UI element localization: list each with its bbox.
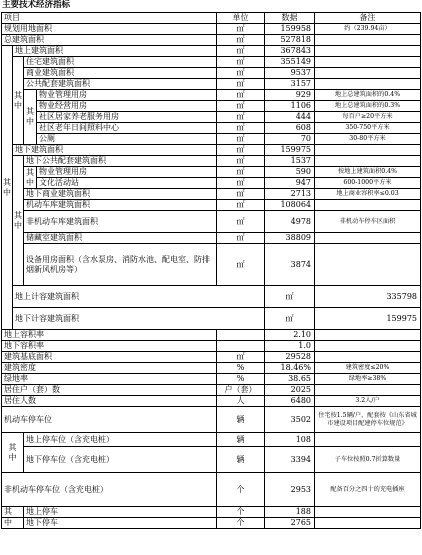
group-label-bike-bottom: 中 — [2, 518, 24, 529]
r5-label-cell: 商业建筑面积 — [24, 68, 217, 79]
r35-label-cell: 地下停车 — [24, 518, 217, 529]
r35-value-cell: 2765 — [265, 518, 315, 529]
r28-label-cell: 居住户（套）数 — [2, 385, 217, 396]
r34-unit-cell: 个 — [217, 507, 265, 518]
page-title: 主要技术经济指标 — [2, 0, 71, 10]
r18-unit-cell: ㎡ — [217, 211, 265, 233]
table-row — [2, 79, 421, 90]
r31-label-cell: 地上停车位（含充电桩） — [24, 433, 217, 447]
r30-value-cell: 3502 — [265, 407, 315, 433]
r18-label-cell: 非机动车库建筑面积 — [24, 211, 217, 233]
table-row — [2, 123, 421, 134]
r18-note-cell: 非机动车停车区面积 — [315, 211, 421, 233]
r30-note-cell: 住宅按1.5辆/户，配套按《山东省城市建设项目配建停车位规范》 — [315, 407, 421, 433]
r26-unit-cell: % — [217, 363, 265, 374]
table-row — [2, 189, 421, 200]
r17-label-cell: 机动车库建筑面积 — [24, 200, 217, 211]
table-row — [2, 286, 421, 308]
r5-unit-cell: ㎡ — [217, 68, 265, 79]
r14-value-cell: 590 — [265, 167, 315, 178]
r6-unit-cell: ㎡ — [217, 79, 265, 90]
table-row — [2, 385, 421, 396]
r25-value-cell: 29528 — [265, 352, 315, 363]
table-row — [2, 341, 421, 352]
r24-label-cell: 地下容积率 — [2, 341, 217, 352]
r26-label-cell: 建筑密度 — [2, 363, 217, 374]
r6-value-cell: 3157 — [265, 79, 315, 90]
group-label-public: 其 中 — [24, 90, 37, 145]
r12-value-cell: 159975 — [265, 145, 315, 156]
r3-value-cell: 367843 — [265, 46, 315, 57]
group-label-under-public: 其 中 — [24, 167, 37, 189]
table-row — [2, 473, 421, 507]
table-row — [2, 507, 421, 518]
table-row — [2, 24, 421, 35]
r10-label-cell: 社区老年日间照料中心 — [37, 123, 217, 134]
r28-unit-cell: 户（套） — [217, 385, 265, 396]
table-row — [2, 178, 421, 189]
r13-value-cell: 1537 — [265, 156, 315, 167]
r10-unit-cell: ㎡ — [217, 123, 265, 134]
table-row — [2, 447, 421, 473]
r2-value-cell: 527818 — [265, 35, 315, 46]
r19-label-cell: 储藏室建筑面积 — [24, 233, 217, 244]
table-row — [2, 244, 421, 286]
table-row — [2, 396, 421, 407]
r7-unit-cell: ㎡ — [217, 90, 265, 101]
table-row — [2, 145, 421, 156]
group-label-below: 其 中 — [13, 156, 24, 286]
r4-unit-cell: ㎡ — [217, 57, 265, 68]
r7-value-cell: 929 — [265, 90, 315, 101]
r4-label-cell: 住宅建筑面积 — [24, 57, 217, 68]
r1-note-cell: 约（239.94亩） — [315, 24, 421, 35]
table-row — [2, 46, 421, 57]
indicator-table — [1, 12, 421, 529]
r29-value-cell: 6480 — [265, 396, 315, 407]
r26-note-cell: 建筑密度≤20% — [315, 363, 421, 374]
r34-label-cell: 地上停车 — [24, 507, 217, 518]
r3-unit-cell: ㎡ — [217, 46, 265, 57]
r7-note-cell: 地上总建筑面积的0.4% — [315, 90, 421, 101]
table-row — [2, 352, 421, 363]
r33-unit-cell: 个 — [217, 473, 265, 507]
r19-value-cell: 38809 — [265, 233, 315, 244]
r15-unit-cell: ㎡ — [217, 178, 265, 189]
r31-unit-cell: 辆 — [217, 433, 265, 447]
r6-label-cell: 公共配套建筑面积 — [24, 79, 217, 90]
r2-unit-cell: ㎡ — [217, 35, 265, 46]
r16-unit-cell: ㎡ — [217, 189, 265, 200]
r8-unit-cell: ㎡ — [217, 101, 265, 112]
r19-unit-cell: ㎡ — [217, 233, 265, 244]
r1-value-cell: 159958 — [265, 24, 315, 35]
r25-unit-cell: ㎡ — [217, 352, 265, 363]
header-note: 备注 — [315, 13, 421, 24]
r18-value-cell: 4978 — [265, 211, 315, 233]
r34-value-cell: 188 — [265, 507, 315, 518]
r11-note-cell: 30-80平方米 — [315, 134, 421, 145]
r32-unit-cell: 辆 — [217, 447, 265, 473]
table-row — [2, 156, 421, 167]
r24-note-cell — [315, 341, 421, 352]
r14-label-cell: 物业管理用房 — [37, 167, 217, 178]
r13-note-cell — [315, 156, 421, 167]
r19-note-cell — [315, 233, 421, 244]
r3-label-cell: 地上建筑面积 — [13, 46, 217, 57]
r23-note-cell — [315, 330, 421, 341]
r17-unit-cell: ㎡ — [217, 200, 265, 211]
r20-unit-cell: ㎡ — [217, 244, 265, 286]
r8-label-cell: 物业经营用房 — [37, 101, 217, 112]
r30-label-cell: 机动车停车位 — [2, 407, 217, 433]
r1-label-cell: 规划用地面积 — [2, 24, 217, 35]
table-row — [2, 308, 421, 330]
header-item: 项目 — [2, 13, 217, 24]
r27-unit-cell: % — [217, 374, 265, 385]
r20-label-cell: 设备用房面积（含水泵房、消防水池、配电室、防排烟新风机房等） — [24, 244, 217, 286]
table-row — [2, 112, 421, 123]
r31-note-cell — [315, 433, 421, 447]
r14-unit-cell: ㎡ — [217, 167, 265, 178]
table-row — [2, 90, 421, 101]
group-label-bike-top: 其 — [2, 507, 24, 518]
r35-note-cell — [315, 518, 421, 529]
r13-label-cell: 地下公共配套建筑面积 — [24, 156, 217, 167]
r15-note-cell: 600-1000平方米 — [315, 178, 421, 189]
r24-value-cell: 1.0 — [265, 341, 315, 352]
r14-note-cell: 按地上建筑面积0.4% — [315, 167, 421, 178]
r10-value-cell: 608 — [265, 123, 315, 134]
r11-value-cell: 70 — [265, 134, 315, 145]
r7-label-cell: 物业管理用房 — [37, 90, 217, 101]
table-row — [2, 200, 421, 211]
r22-label-cell: 地下计容建筑面积 — [13, 308, 265, 330]
r29-note-cell: 3.2人/户 — [315, 396, 421, 407]
r28-note-cell — [315, 385, 421, 396]
r8-note-cell: 地上总建筑面积的0.3% — [315, 101, 421, 112]
r15-label-cell: 文化活动站 — [37, 178, 217, 189]
r17-value-cell: 108064 — [265, 200, 315, 211]
r35-unit-cell: 个 — [217, 518, 265, 529]
r11-unit-cell: ㎡ — [217, 134, 265, 145]
r15-value-cell: 947 — [265, 178, 315, 189]
r33-note-cell: 配备百分之四十的充电插座 — [315, 473, 421, 507]
r27-value-cell: 38.65 — [265, 374, 315, 385]
r6-note-cell — [315, 79, 421, 90]
r29-label-cell: 居住人数 — [2, 396, 217, 407]
r1-unit-cell: ㎡ — [217, 24, 265, 35]
table-row — [2, 330, 421, 341]
table-row — [2, 101, 421, 112]
r17-note-cell — [315, 200, 421, 211]
r21-unit-cell: ㎡ — [265, 286, 315, 308]
r16-value-cell: 2713 — [265, 189, 315, 200]
header-data: 数据 — [265, 13, 315, 24]
r11-label-cell: 公厕 — [37, 134, 217, 145]
table-row — [2, 518, 421, 529]
r26-value-cell: 18.46% — [265, 363, 315, 374]
table-row — [2, 167, 421, 178]
r21-label-cell: 地上计容建筑面积 — [13, 286, 265, 308]
r25-note-cell — [315, 352, 421, 363]
r12-label-cell: 地下建筑面积 — [13, 145, 217, 156]
r23-label-cell: 地上容积率 — [2, 330, 217, 341]
table-row — [2, 363, 421, 374]
r33-label-cell: 非机动车停车位（含充电桩） — [2, 473, 217, 507]
r2-note-cell — [315, 35, 421, 46]
r24-unit-cell — [217, 341, 265, 352]
r32-label-cell: 地下停车位（含充电桩） — [24, 447, 217, 473]
r27-label-cell: 绿地率 — [2, 374, 217, 385]
table-row — [2, 233, 421, 244]
r9-note-cell: 每百户≥20平方米 — [315, 112, 421, 123]
table-row — [2, 57, 421, 68]
r10-note-cell: 350-750平方米 — [315, 123, 421, 134]
r20-note-cell — [315, 244, 421, 286]
table-row — [2, 35, 421, 46]
r29-unit-cell: 人 — [217, 396, 265, 407]
table-row — [2, 407, 421, 433]
r32-note-cell: 子车位按照0.7折算数量 — [315, 447, 421, 473]
table-row — [2, 134, 421, 145]
group-label-above: 其 中 — [13, 57, 24, 145]
group-label-outer: 其 中 — [2, 46, 13, 330]
r20-value-cell: 3874 — [265, 244, 315, 286]
r22-unit-cell: ㎡ — [265, 308, 315, 330]
r33-value-cell: 2953 — [265, 473, 315, 507]
r34-note-cell — [315, 507, 421, 518]
r9-value-cell: 444 — [265, 112, 315, 123]
table-header-row — [2, 13, 421, 24]
r27-note-cell: 绿地率≥38% — [315, 374, 421, 385]
r21-value-cell: 335798 — [315, 286, 421, 308]
r5-value-cell: 9537 — [265, 68, 315, 79]
r4-value-cell: 355149 — [265, 57, 315, 68]
r4-note-cell — [315, 57, 421, 68]
r5-note-cell — [315, 68, 421, 79]
r12-unit-cell: ㎡ — [217, 145, 265, 156]
r25-label-cell: 建筑基底面积 — [2, 352, 217, 363]
table-row — [2, 68, 421, 79]
r23-unit-cell — [217, 330, 265, 341]
table-row — [2, 433, 421, 447]
r9-unit-cell: ㎡ — [217, 112, 265, 123]
r16-note-cell: 地上商业容积率≤0.03 — [315, 189, 421, 200]
r32-value-cell: 3394 — [265, 447, 315, 473]
r22-value-cell: 159975 — [315, 308, 421, 330]
r13-unit-cell: ㎡ — [217, 156, 265, 167]
r31-value-cell: 108 — [265, 433, 315, 447]
r2-label-cell: 总建筑面积 — [2, 35, 217, 46]
group-label-parking: 其 中 — [2, 433, 24, 473]
table-row — [2, 211, 421, 233]
header-unit: 单位 — [217, 13, 265, 24]
r12-note-cell — [315, 145, 421, 156]
r8-value-cell: 1106 — [265, 101, 315, 112]
r9-label-cell: 社区居家养老服务用房 — [37, 112, 217, 123]
r23-value-cell: 2.10 — [265, 330, 315, 341]
r30-unit-cell: 辆 — [217, 407, 265, 433]
table-row — [2, 374, 421, 385]
r3-note-cell — [315, 46, 421, 57]
r16-label-cell: 地下商业建筑面积 — [24, 189, 217, 200]
r28-value-cell: 2025 — [265, 385, 315, 396]
